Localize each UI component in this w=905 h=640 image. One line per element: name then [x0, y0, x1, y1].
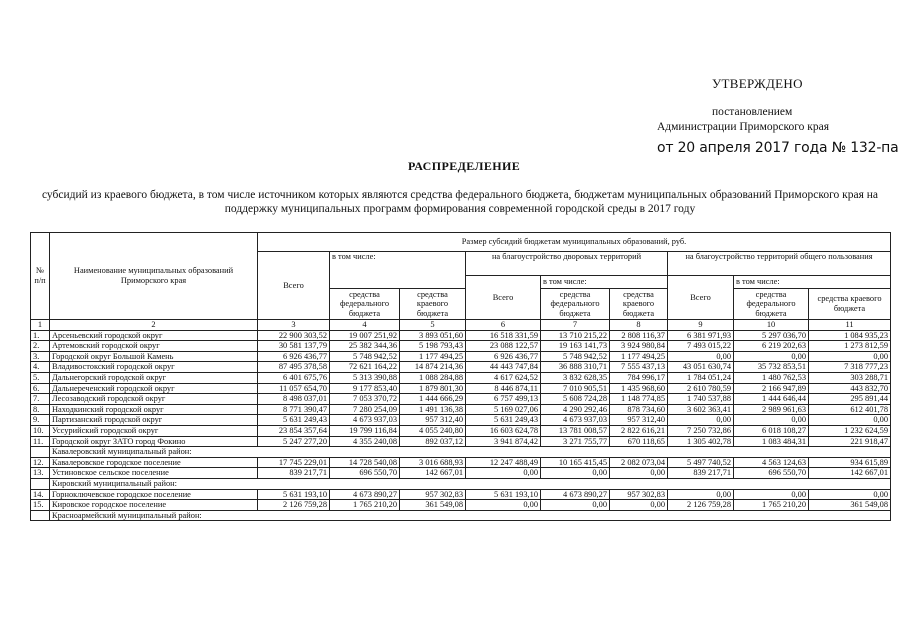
amount-cell: 23 854 357,64: [258, 425, 330, 436]
section-index-cell: [31, 478, 50, 489]
column-number-row: [31, 320, 891, 331]
header-size: Размер субсидий бюджетам муниципальных образований, руб.: [258, 233, 891, 252]
amount-cell: 6 381 971,93: [668, 330, 734, 341]
amount-cell: 957 302,83: [400, 489, 466, 500]
row-index: 13.: [31, 468, 50, 479]
table-row: [31, 468, 891, 479]
amount-cell: 12 247 488,49: [466, 457, 541, 468]
amount-cell: 44 443 747,84: [466, 362, 541, 373]
column-number: 11: [809, 320, 891, 331]
amount-cell: 5 198 793,43: [400, 341, 466, 352]
header-reg: средства краевого бюджета: [400, 289, 466, 320]
amount-cell: 4 355 240,08: [330, 436, 400, 447]
administration-line: Администрации Приморского края: [657, 121, 829, 133]
amount-cell: 7 555 437,13: [610, 362, 668, 373]
decree-number: от 20 апреля 2017 года № 132-па: [657, 140, 899, 156]
amount-cell: 8 446 874,11: [466, 383, 541, 394]
amount-cell: 4 617 624,52: [466, 372, 541, 383]
municipality-name: Дальнереченский городской округ: [50, 383, 258, 394]
amount-cell: 5 313 390,88: [330, 372, 400, 383]
row-index: 3.: [31, 351, 50, 362]
column-number: 3: [258, 320, 330, 331]
amount-cell: 2 082 073,04: [610, 457, 668, 468]
municipality-name: Кировское городское поселение: [50, 500, 258, 511]
column-number: 6: [466, 320, 541, 331]
header-public-fed: средства федерального бюджета: [734, 289, 809, 320]
municipality-name: Артемовский городской округ: [50, 341, 258, 352]
amount-cell: 4 673 890,27: [541, 489, 610, 500]
decree-line: постановлением: [712, 106, 793, 118]
amount-cell: 443 832,70: [809, 383, 891, 394]
document-subtitle: субсидий из краевого бюджета, в том числе источником которых являются средства федерального бюджета, бюджетам муниципальных образований Приморского края на поддержку муниципальных программ формирования современной городской среды в 2017 году: [41, 189, 878, 215]
amount-cell: 23 088 122,57: [466, 341, 541, 352]
municipality-name: Кавалеровское городское поселение: [50, 457, 258, 468]
amount-cell: 5 631 193,10: [466, 489, 541, 500]
amount-cell: 14 874 214,36: [400, 362, 466, 373]
amount-cell: 17 745 229,01: [258, 457, 330, 468]
amount-cell: 6 926 436,77: [466, 351, 541, 362]
amount-cell: 4 290 292,46: [541, 404, 610, 415]
header-yards-total: Всего: [466, 276, 541, 320]
amount-cell: 30 581 137,79: [258, 341, 330, 352]
amount-cell: 19 163 141,73: [541, 341, 610, 352]
amount-cell: 934 615,89: [809, 457, 891, 468]
row-index: 11.: [31, 436, 50, 447]
amount-cell: 2 610 780,59: [668, 383, 734, 394]
amount-cell: 5 169 027,06: [466, 404, 541, 415]
amount-cell: 878 734,60: [610, 404, 668, 415]
amount-cell: 4 673 937,03: [330, 415, 400, 426]
amount-cell: 1 491 136,38: [400, 404, 466, 415]
amount-cell: 1 765 210,20: [330, 500, 400, 511]
amount-cell: 957 312,40: [610, 415, 668, 426]
amount-cell: 5 631 193,10: [258, 489, 330, 500]
row-index: 10.: [31, 425, 50, 436]
amount-cell: 3 893 051,60: [400, 330, 466, 341]
amount-cell: 2 126 759,28: [258, 500, 330, 511]
amount-cell: 3 941 874,42: [466, 436, 541, 447]
table-row: [31, 489, 891, 500]
amount-cell: 1 435 968,60: [610, 383, 668, 394]
column-number: 7: [541, 320, 610, 331]
amount-cell: 0,00: [466, 500, 541, 511]
amount-cell: 7 318 777,23: [809, 362, 891, 373]
amount-cell: 6 219 202,63: [734, 341, 809, 352]
amount-cell: 361 549,08: [809, 500, 891, 511]
amount-cell: 2 822 616,21: [610, 425, 668, 436]
row-index: 6.: [31, 383, 50, 394]
section-row: [31, 478, 891, 489]
municipality-name: Находкинский городской округ: [50, 404, 258, 415]
amount-cell: 1 177 494,25: [610, 351, 668, 362]
row-index: 4.: [31, 362, 50, 373]
table-row: [31, 394, 891, 405]
section-index-cell: [31, 510, 50, 521]
amount-cell: 6 018 108,27: [734, 425, 809, 436]
amount-cell: 1 088 284,88: [400, 372, 466, 383]
municipality-name: Уссурийский городской округ: [50, 425, 258, 436]
municipality-name: Устиновское сельское поселение: [50, 468, 258, 479]
header-public-reg: средства краевого бюджета: [809, 289, 891, 320]
row-index: 8.: [31, 404, 50, 415]
amount-cell: 1 273 812,59: [809, 341, 891, 352]
row-index: 15.: [31, 500, 50, 511]
amount-cell: 36 888 310,71: [541, 362, 610, 373]
amount-cell: 3 271 755,77: [541, 436, 610, 447]
amount-cell: 0,00: [668, 415, 734, 426]
row-index: 1.: [31, 330, 50, 341]
amount-cell: 295 891,44: [809, 394, 891, 405]
amount-cell: 1 879 801,30: [400, 383, 466, 394]
amount-cell: 43 051 630,74: [668, 362, 734, 373]
amount-cell: 8 498 037,01: [258, 394, 330, 405]
amount-cell: 957 302,83: [610, 489, 668, 500]
table-row: [31, 341, 891, 352]
municipality-name: Городской округ Большой Камень: [50, 351, 258, 362]
amount-cell: 303 288,71: [809, 372, 891, 383]
amount-cell: 14 728 540,08: [330, 457, 400, 468]
table-row: [31, 457, 891, 468]
amount-cell: 1 305 402,78: [668, 436, 734, 447]
section-label: Кавалеровский муниципальный район:: [50, 447, 891, 458]
amount-cell: 0,00: [668, 351, 734, 362]
table-row: [31, 415, 891, 426]
amount-cell: 1 765 210,20: [734, 500, 809, 511]
amount-cell: 0,00: [734, 489, 809, 500]
amount-cell: 13 710 215,22: [541, 330, 610, 341]
column-number: 10: [734, 320, 809, 331]
section-index-cell: [31, 447, 50, 458]
municipality-name: Арсеньевский городской округ: [50, 330, 258, 341]
column-number: 5: [400, 320, 466, 331]
amount-cell: 957 312,40: [400, 415, 466, 426]
amount-cell: 221 918,47: [809, 436, 891, 447]
amount-cell: 5 247 277,20: [258, 436, 330, 447]
table-row: [31, 330, 891, 341]
amount-cell: 5 497 740,52: [668, 457, 734, 468]
section-label: Красноармейский муниципальный район:: [50, 510, 891, 521]
amount-cell: 0,00: [610, 500, 668, 511]
table-row: [31, 362, 891, 373]
row-index: 14.: [31, 489, 50, 500]
amount-cell: 72 621 164,22: [330, 362, 400, 373]
amount-cell: 0,00: [734, 351, 809, 362]
amount-cell: 612 401,78: [809, 404, 891, 415]
amount-cell: 1 444 666,29: [400, 394, 466, 405]
amount-cell: 10 165 415,45: [541, 457, 610, 468]
municipality-name: Дальнегорский городской округ: [50, 372, 258, 383]
amount-cell: 1 480 762,53: [734, 372, 809, 383]
amount-cell: 892 037,12: [400, 436, 466, 447]
amount-cell: 5 748 942,52: [541, 351, 610, 362]
table-row: [31, 404, 891, 415]
header-yards-reg: средства краевого бюджета: [610, 289, 668, 320]
header-yards: на благоустройство дворовых территорий: [466, 252, 668, 276]
table-row: [31, 436, 891, 447]
amount-cell: 0,00: [734, 415, 809, 426]
amount-cell: 13 781 008,57: [541, 425, 610, 436]
header-fed: средства федерального бюджета: [330, 289, 400, 320]
header-public: на благоустройство территорий общего пользования: [668, 252, 891, 276]
amount-cell: 0,00: [610, 468, 668, 479]
header-num: № п/п: [31, 233, 50, 320]
municipality-name: Лесозаводский городской округ: [50, 394, 258, 405]
amount-cell: 19 799 116,84: [330, 425, 400, 436]
header-incl: в том числе:: [330, 252, 466, 289]
approved-stamp: УТВЕРЖДЕНО: [712, 76, 803, 91]
header-public-incl: в том числе:: [734, 276, 891, 289]
amount-cell: 6 757 499,13: [466, 394, 541, 405]
table-row: [31, 500, 891, 511]
row-index: 7.: [31, 394, 50, 405]
column-number: 9: [668, 320, 734, 331]
amount-cell: 142 667,01: [400, 468, 466, 479]
amount-cell: 25 382 344,36: [330, 341, 400, 352]
amount-cell: 1 232 624,59: [809, 425, 891, 436]
section-row: [31, 510, 891, 521]
section-label: Кировский муниципальный район:: [50, 478, 891, 489]
column-number: 1: [31, 320, 50, 331]
amount-cell: 7 250 732,86: [668, 425, 734, 436]
amount-cell: 5 297 036,70: [734, 330, 809, 341]
amount-cell: 19 007 251,92: [330, 330, 400, 341]
amount-cell: 35 732 853,51: [734, 362, 809, 373]
section-row: [31, 447, 891, 458]
amount-cell: 1 740 537,88: [668, 394, 734, 405]
amount-cell: 670 118,65: [610, 436, 668, 447]
amount-cell: 16 518 331,59: [466, 330, 541, 341]
header-name: Наименование муниципальных образований Приморского края: [50, 233, 258, 320]
row-index: 9.: [31, 415, 50, 426]
table-row: [31, 383, 891, 394]
amount-cell: 142 667,01: [809, 468, 891, 479]
amount-cell: 87 495 378,58: [258, 362, 330, 373]
municipality-name: Городской округ ЗАТО город Фокино: [50, 436, 258, 447]
amount-cell: 0,00: [668, 489, 734, 500]
amount-cell: 7 053 370,72: [330, 394, 400, 405]
amount-cell: 1 084 935,23: [809, 330, 891, 341]
column-number: 4: [330, 320, 400, 331]
amount-cell: 4 673 937,03: [541, 415, 610, 426]
amount-cell: 5 608 724,28: [541, 394, 610, 405]
amount-cell: 0,00: [541, 500, 610, 511]
header-public-total: Всего: [668, 276, 734, 320]
amount-cell: 2 126 759,28: [668, 500, 734, 511]
amount-cell: 0,00: [466, 468, 541, 479]
amount-cell: 839 217,71: [668, 468, 734, 479]
amount-cell: 6 401 675,76: [258, 372, 330, 383]
document-title: РАСПРЕДЕЛЕНИЕ: [408, 159, 521, 173]
amount-cell: 361 549,08: [400, 500, 466, 511]
row-index: 2.: [31, 341, 50, 352]
amount-cell: 5 748 942,52: [330, 351, 400, 362]
amount-cell: 696 550,70: [330, 468, 400, 479]
amount-cell: 6 926 436,77: [258, 351, 330, 362]
amount-cell: 5 631 249,43: [466, 415, 541, 426]
amount-cell: 0,00: [809, 351, 891, 362]
amount-cell: 0,00: [809, 415, 891, 426]
amount-cell: 2 989 961,63: [734, 404, 809, 415]
row-index: 12.: [31, 457, 50, 468]
amount-cell: 0,00: [809, 489, 891, 500]
amount-cell: 7 010 905,51: [541, 383, 610, 394]
table-row: [31, 351, 891, 362]
column-number: 8: [610, 320, 668, 331]
amount-cell: 696 550,70: [734, 468, 809, 479]
amount-cell: 1 148 774,85: [610, 394, 668, 405]
amount-cell: 3 602 363,41: [668, 404, 734, 415]
amount-cell: 4 055 240,80: [400, 425, 466, 436]
amount-cell: 2 808 116,37: [610, 330, 668, 341]
amount-cell: 8 771 390,47: [258, 404, 330, 415]
table-row: [31, 425, 891, 436]
amount-cell: 0,00: [541, 468, 610, 479]
amount-cell: 784 996,17: [610, 372, 668, 383]
amount-cell: 4 563 124,63: [734, 457, 809, 468]
amount-cell: 1 083 484,31: [734, 436, 809, 447]
amount-cell: 11 057 654,70: [258, 383, 330, 394]
table-row: [31, 372, 891, 383]
amount-cell: 9 177 853,40: [330, 383, 400, 394]
amount-cell: 839 217,71: [258, 468, 330, 479]
municipality-name: Партизанский городской округ: [50, 415, 258, 426]
amount-cell: 3 832 628,35: [541, 372, 610, 383]
amount-cell: 2 166 947,89: [734, 383, 809, 394]
amount-cell: 3 924 980,84: [610, 341, 668, 352]
row-index: 5.: [31, 372, 50, 383]
amount-cell: 7 280 254,09: [330, 404, 400, 415]
municipality-name: Владивостокский городской округ: [50, 362, 258, 373]
header-yards-incl: в том числе:: [541, 276, 668, 289]
amount-cell: 5 631 249,43: [258, 415, 330, 426]
amount-cell: 3 016 688,93: [400, 457, 466, 468]
amount-cell: 16 603 624,78: [466, 425, 541, 436]
column-number: 2: [50, 320, 258, 331]
amount-cell: 22 900 303,52: [258, 330, 330, 341]
municipality-name: Горноключевское городское поселение: [50, 489, 258, 500]
amount-cell: 4 673 890,27: [330, 489, 400, 500]
amount-cell: 7 493 015,22: [668, 341, 734, 352]
distribution-table: [30, 232, 891, 521]
amount-cell: 1 177 494,25: [400, 351, 466, 362]
header-total: Всего: [258, 252, 330, 320]
amount-cell: 1 444 646,44: [734, 394, 809, 405]
amount-cell: 1 784 051,24: [668, 372, 734, 383]
header-yards-fed: средства федерального бюджета: [541, 289, 610, 320]
